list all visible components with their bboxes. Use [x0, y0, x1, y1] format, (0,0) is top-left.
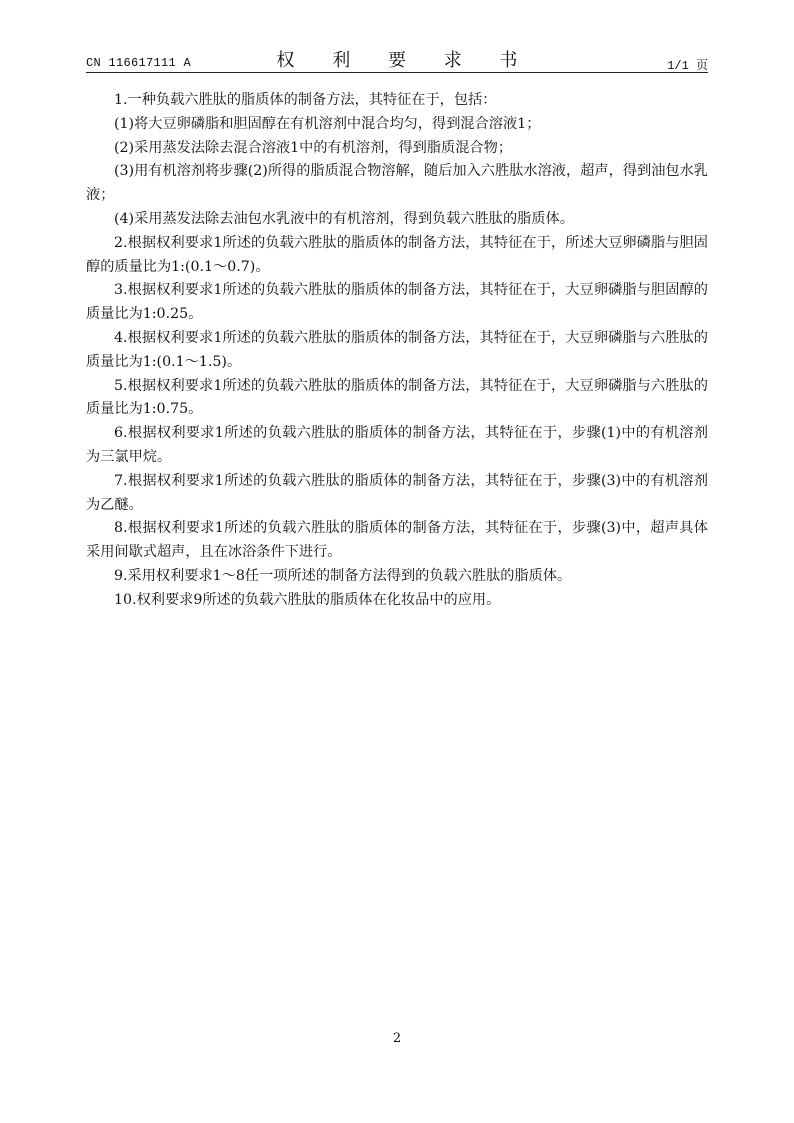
claim-paragraph: 10.权利要求9所述的负载六胜肽的脂质体在化妆品中的应用。	[114, 591, 501, 608]
claim-paragraph: (3)用有机溶剂将步骤(2)所得的脂质混合物溶解，随后加入六胜肽水溶液，超声，得到油包水乳液；	[86, 163, 708, 204]
claim-paragraph: 4.根据权利要求1所述的负载六胜肽的脂质体的制备方法，其特征在于，大豆卵磷脂与六胜肽的质量比为1:(0.1～1.5)。	[86, 329, 708, 370]
claim-paragraph: (2)采用蒸发法除去混合溶液1中的有机溶剂，得到脂质混合物；	[114, 139, 513, 156]
header-rule	[86, 72, 708, 73]
claim-paragraph: (1)将大豆卵磷脂和胆固醇在有机溶剂中混合均匀，得到混合溶液1；	[114, 115, 541, 132]
page-number: 2	[392, 1031, 402, 1046]
claim-paragraph: 9.采用权利要求1～8任一项所述的制备方法得到的负载六胜肽的脂质体。	[114, 567, 572, 584]
publication-number: CN 116617111 A	[86, 56, 192, 70]
page-header	[86, 46, 708, 72]
document-title: 权 利 要 求 书	[276, 50, 534, 71]
claim-paragraph: (4)采用蒸发法除去油包水乳液中的有机溶剂，得到负载六胜肽的脂质体。	[114, 210, 574, 227]
claim-paragraph: 8.根据权利要求1所述的负载六胜肽的脂质体的制备方法，其特征在于，步骤(3)中，超声具体采用间歇式超声，且在冰浴条件下进行。	[86, 520, 708, 561]
claim-paragraph: 6.根据权利要求1所述的负载六胜肽的脂质体的制备方法，其特征在于，步骤(1)中的有机溶剂为三氯甲烷。	[86, 425, 708, 465]
claim-paragraph: 2.根据权利要求1所述的负载六胜肽的脂质体的制备方法，其特征在于，所述大豆卵磷脂与胆固醇的质量比为1:(0.1～0.7)。	[86, 234, 708, 275]
claims-body	[86, 89, 708, 613]
claim-paragraph: 5.根据权利要求1所述的负载六胜肽的脂质体的制备方法，其特征在于，大豆卵磷脂与六胜肽的质量比为1:0.75。	[86, 377, 708, 418]
page-count: 1/1 页	[667, 59, 708, 73]
claim-paragraph: 1.一种负载六胜肽的脂质体的制备方法，其特征在于，包括：	[114, 92, 497, 108]
claim-paragraph: 7.根据权利要求1所述的负载六胜肽的脂质体的制备方法，其特征在于，步骤(3)中的有机溶剂为乙醚。	[86, 472, 708, 513]
claim-paragraph: 3.根据权利要求1所述的负载六胜肽的脂质体的制备方法，其特征在于，大豆卵磷脂与胆固醇的质量比为1:0.25。	[86, 282, 708, 323]
